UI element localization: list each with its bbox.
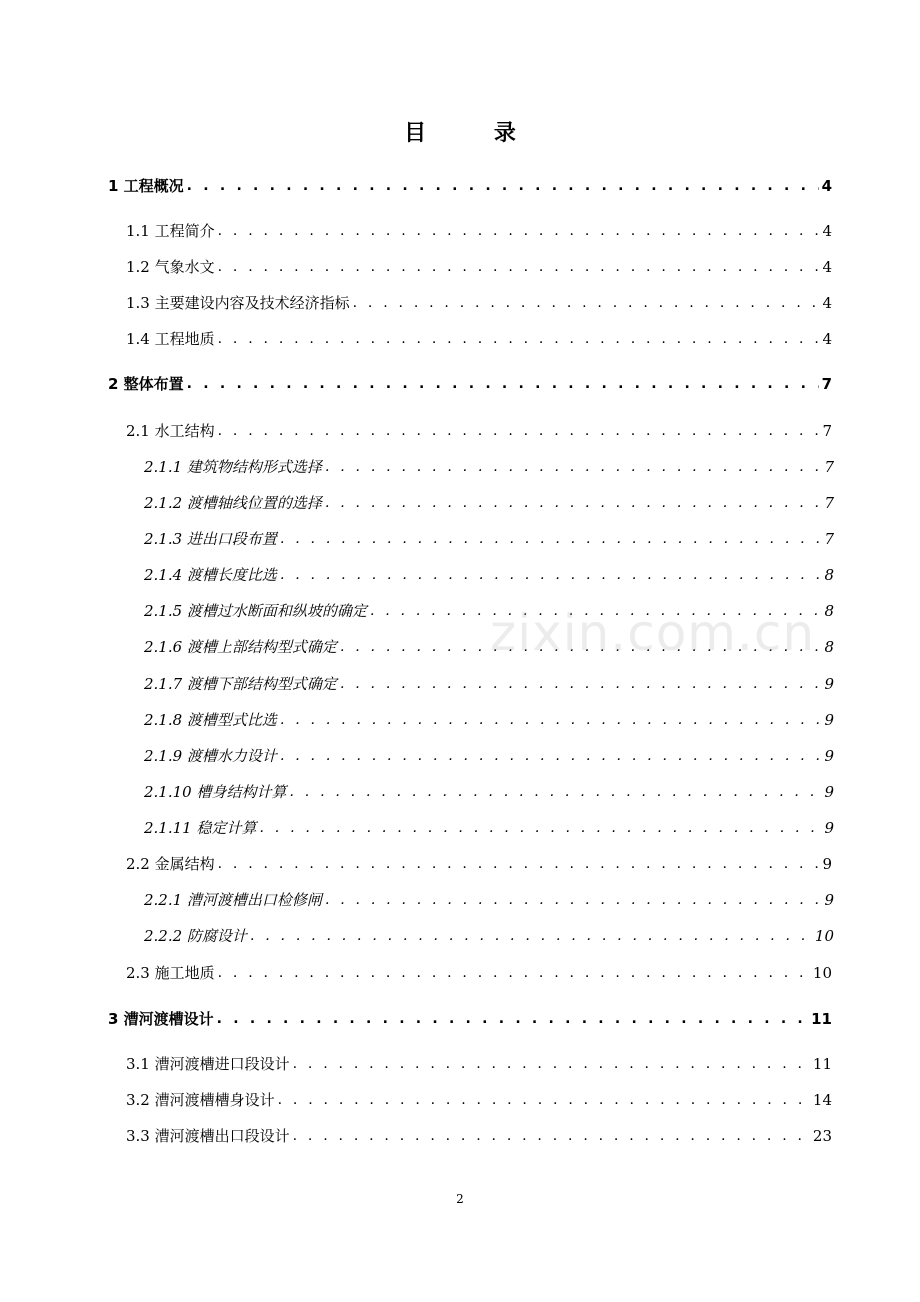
toc-entry-page: 11 [811, 1010, 832, 1028]
toc-entry[interactable] [144, 491, 834, 515]
toc-entry-page: 7 [824, 530, 834, 548]
toc-leader-dots [250, 924, 812, 948]
toc-entry[interactable] [126, 1088, 832, 1112]
toc-entry-label: 2.1.5 渡槽过水断面和纵坡的确定 [144, 602, 367, 620]
toc-entry-label: 2.2.1 漕河渡槽出口检修闸 [144, 891, 322, 909]
toc-entry-label: 2.1.2 渡槽轴线位置的选择 [144, 494, 322, 512]
watermark: zixin.com.cn [490, 604, 816, 662]
toc-leader-dots [218, 327, 820, 351]
toc-entry[interactable] [126, 419, 832, 443]
toc-entry-page: 10 [812, 964, 832, 982]
toc-entry[interactable] [144, 924, 834, 948]
toc-leader-dots [325, 455, 822, 479]
toc-entry-page: 10 [814, 927, 834, 945]
toc-leader-dots [280, 563, 822, 587]
toc-entry-label: 1.1 工程简介 [126, 222, 215, 240]
toc-entry-label: 2.1.8 渡槽型式比选 [144, 711, 277, 729]
toc-entry-page: 8 [824, 602, 834, 620]
toc-entry[interactable] [144, 816, 834, 840]
toc-leader-dots [218, 255, 820, 279]
toc-entry-page: 4 [822, 222, 832, 240]
toc-entry-label: 3.2 漕河渡槽槽身设计 [126, 1091, 275, 1109]
toc-entry-page: 4 [821, 177, 832, 195]
toc-entry-label: 2.1.9 渡槽水力设计 [144, 747, 277, 765]
toc-entry[interactable] [144, 888, 834, 912]
toc-entry-page: 9 [824, 747, 834, 765]
toc-entry[interactable] [144, 455, 834, 479]
toc-leader-dots [325, 888, 822, 912]
toc-leader-dots [217, 1007, 808, 1031]
toc-entry-label: 2.1.3 进出口段布置 [144, 530, 277, 548]
toc-entry-page: 11 [812, 1055, 832, 1073]
toc-entry[interactable] [108, 1007, 832, 1031]
toc-entry-label: 2.1 水工结构 [126, 422, 215, 440]
toc-entry-page: 7 [821, 375, 832, 393]
toc-entry[interactable] [126, 1052, 832, 1076]
toc-leader-dots [280, 527, 822, 551]
toc-entry-label: 2.1.6 渡槽上部结构型式确定 [144, 638, 337, 656]
toc-entry-label: 1.4 工程地质 [126, 330, 215, 348]
toc-entry-page: 9 [824, 819, 834, 837]
toc-entry[interactable] [144, 527, 834, 551]
toc-entry-label: 2.1.11 稳定计算 [144, 819, 257, 837]
toc-entry-page: 4 [822, 330, 832, 348]
toc-entry-label: 1.3 主要建设内容及技术经济指标 [126, 294, 350, 312]
toc-entry-page: 7 [822, 422, 832, 440]
toc-entry-page: 7 [824, 494, 834, 512]
toc-leader-dots [218, 219, 820, 243]
toc-entry-page: 9 [824, 675, 834, 693]
toc-entry-label: 2.2.2 防腐设计 [144, 927, 247, 945]
toc-entry[interactable] [126, 961, 832, 985]
toc-leader-dots [293, 1124, 810, 1148]
toc-entry-page: 4 [822, 294, 832, 312]
toc-leader-dots [187, 372, 819, 396]
toc-entry[interactable] [144, 672, 834, 696]
toc-leader-dots [289, 780, 821, 804]
toc-leader-dots [280, 708, 822, 732]
toc-leader-dots [325, 491, 822, 515]
toc-entry-label: 1.2 气象水文 [126, 258, 215, 276]
toc-entry-label: 2.1.10 槽身结构计算 [144, 783, 287, 801]
page-number: 2 [456, 1192, 464, 1206]
toc-entry-page: 9 [824, 783, 834, 801]
toc-entry-page: 14 [812, 1091, 832, 1109]
toc-entry-page: 9 [824, 891, 834, 909]
toc-entry[interactable] [144, 708, 834, 732]
toc-entry[interactable] [144, 780, 834, 804]
toc-leader-dots [280, 744, 822, 768]
toc-leader-dots [293, 1052, 810, 1076]
toc-leader-dots [259, 816, 821, 840]
toc-entry[interactable] [126, 852, 832, 876]
toc-entry-page: 23 [812, 1127, 832, 1145]
toc-entry-page: 4 [822, 258, 832, 276]
toc-leader-dots [218, 961, 810, 985]
page-title: 目 录 [404, 121, 546, 146]
toc-entry[interactable] [126, 219, 832, 243]
toc-entry-label: 3 漕河渡槽设计 [108, 1010, 214, 1028]
toc-entry-label: 3.1 漕河渡槽进口段设计 [126, 1055, 290, 1073]
toc-entry-page: 9 [824, 711, 834, 729]
toc-entry-label: 2 整体布置 [108, 375, 184, 393]
toc-leader-dots [218, 852, 820, 876]
toc-entry-label: 2.1.1 建筑物结构形式选择 [144, 458, 322, 476]
toc-entry-page: 7 [824, 458, 834, 476]
toc-entry-label: 2.1.4 渡槽长度比选 [144, 566, 277, 584]
toc-entry[interactable] [108, 372, 832, 396]
toc-entry-label: 2.3 施工地质 [126, 964, 215, 982]
toc-entry[interactable] [144, 563, 834, 587]
toc-leader-dots [218, 419, 820, 443]
toc-entry-page: 8 [824, 638, 834, 656]
toc-entry[interactable] [126, 1124, 832, 1148]
toc-entry[interactable] [144, 744, 834, 768]
toc-leader-dots [187, 174, 819, 198]
toc-entry[interactable] [126, 291, 832, 315]
toc-entry[interactable] [126, 255, 832, 279]
toc-entry[interactable] [108, 174, 832, 198]
toc-entry-page: 8 [824, 566, 834, 584]
toc-entry-label: 2.2 金属结构 [126, 855, 215, 873]
toc-entry-label: 3.3 漕河渡槽出口段设计 [126, 1127, 290, 1145]
toc-leader-dots [353, 291, 820, 315]
toc-leader-dots [278, 1088, 810, 1112]
toc-entry[interactable] [126, 327, 832, 351]
toc-entry-label: 1 工程概况 [108, 177, 184, 195]
toc-entry-page: 9 [822, 855, 832, 873]
toc-entry-label: 2.1.7 渡槽下部结构型式确定 [144, 675, 337, 693]
toc-leader-dots [340, 672, 822, 696]
